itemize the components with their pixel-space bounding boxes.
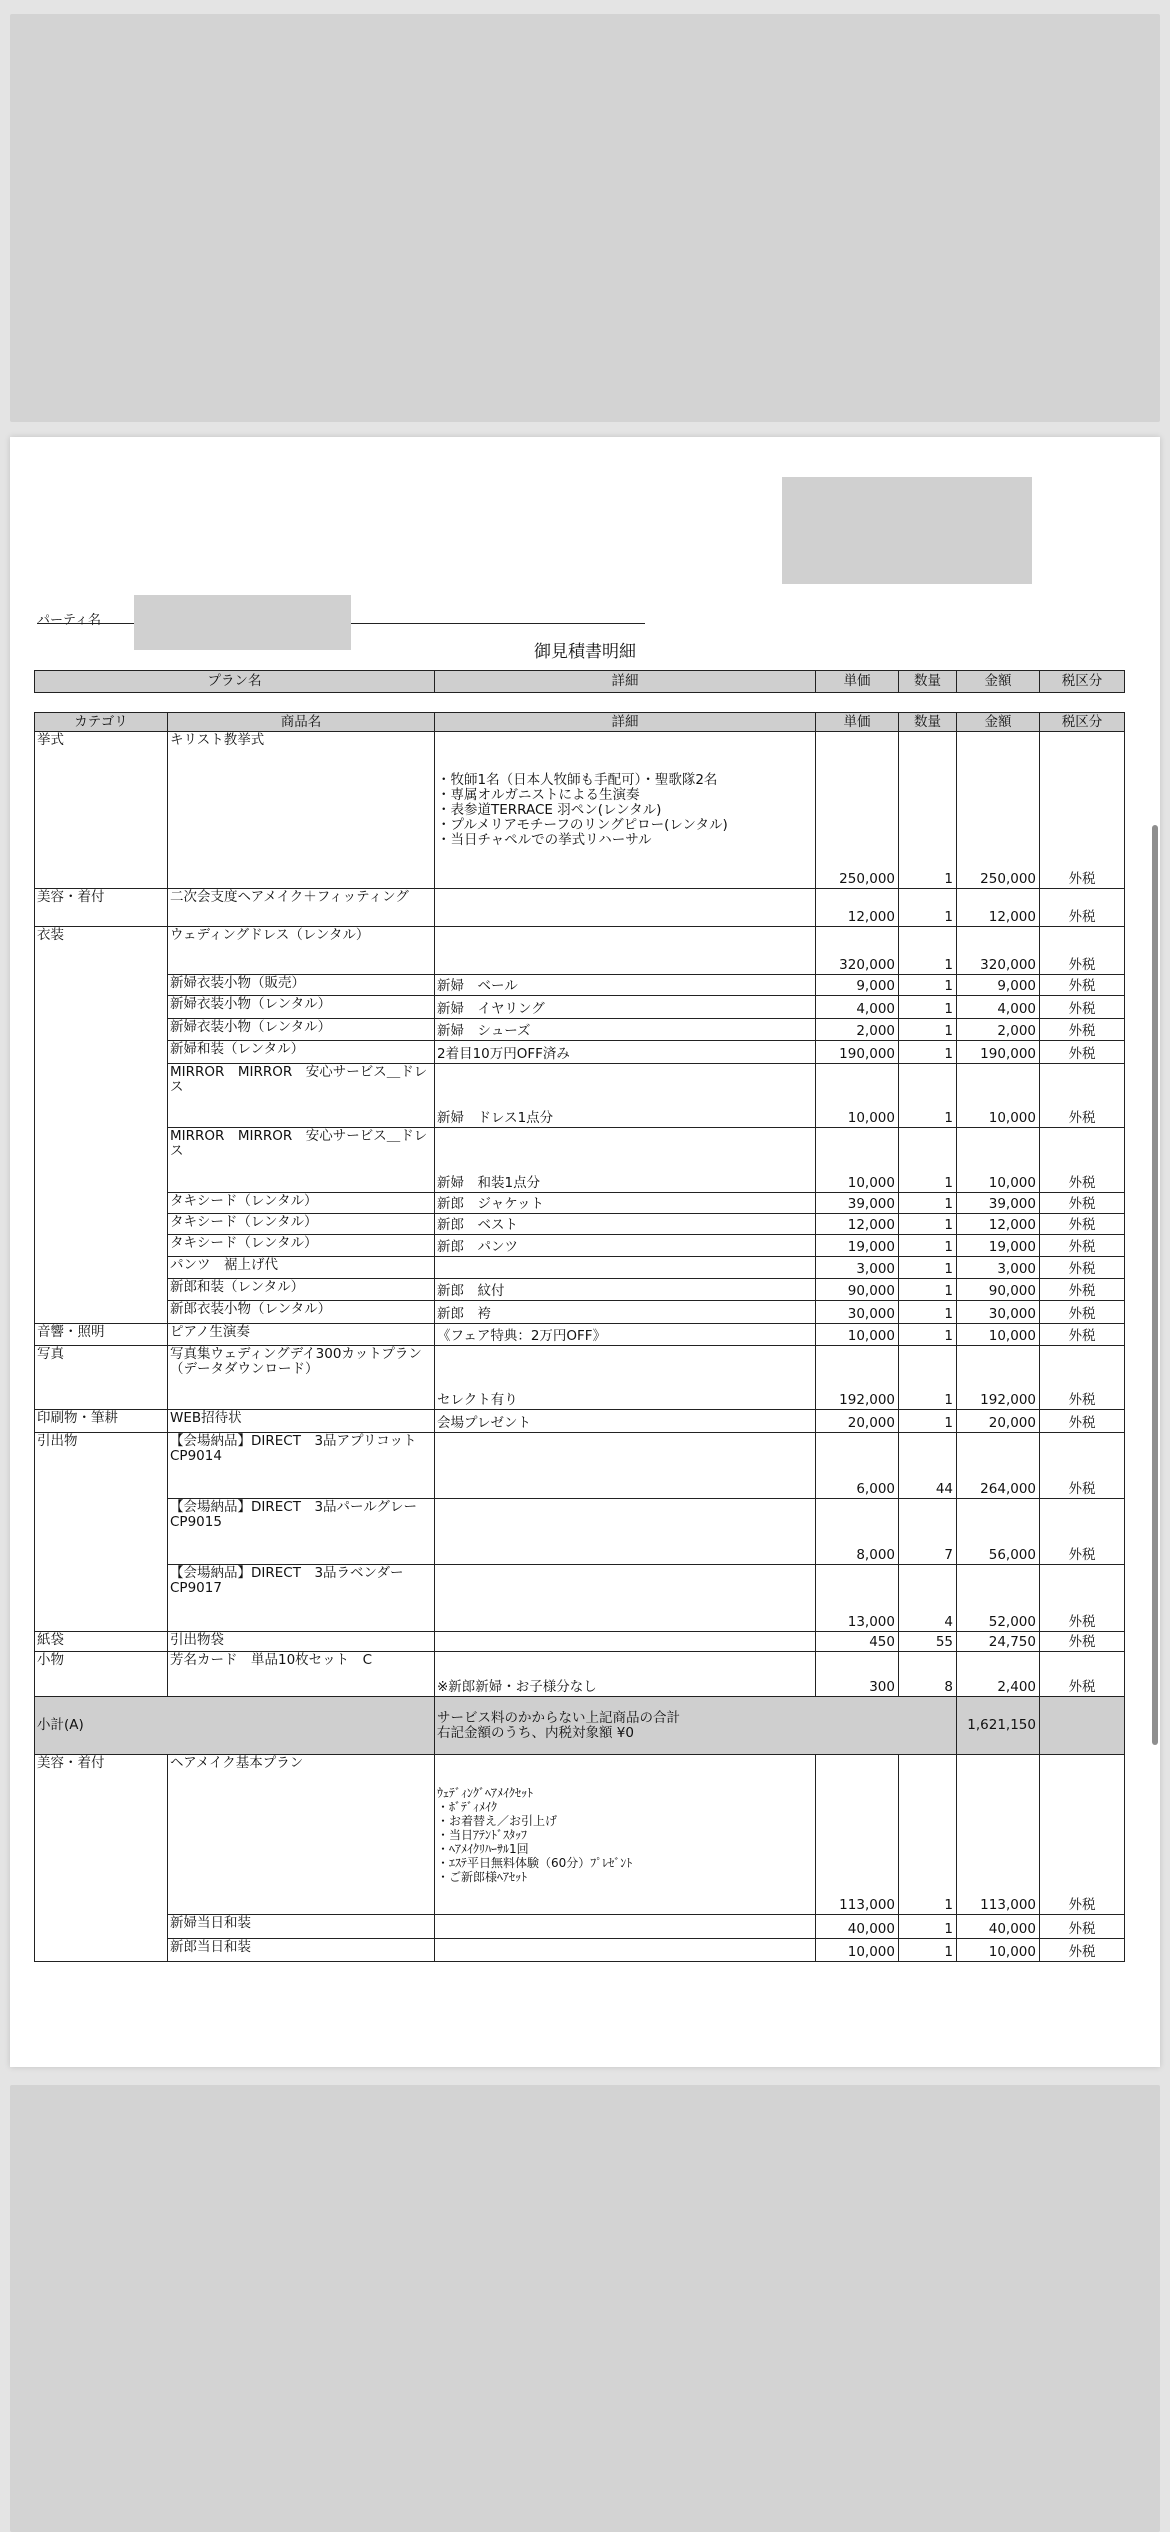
amount-cell: 52,000 [957, 1565, 1040, 1632]
detail-cell [435, 1565, 816, 1632]
plan-header-cell: 単価 [816, 671, 899, 693]
product-name-cell: 新婦衣装小物（レンタル） [168, 996, 435, 1019]
category-cell: 音響・照明 [35, 1324, 168, 1346]
tax-type-cell: 外税 [1040, 1565, 1125, 1632]
tax-type-cell: 外税 [1040, 1301, 1125, 1324]
tax-type-cell: 外税 [1040, 1499, 1125, 1565]
detail-cell [435, 1915, 816, 1939]
tax-type-cell: 外税 [1040, 1433, 1125, 1499]
unit-price-cell: 10,000 [816, 1128, 899, 1193]
items-header-cell: カテゴリ [35, 713, 168, 732]
product-name-cell: 新婦衣装小物（販売） [168, 975, 435, 996]
amount-cell: 12,000 [957, 889, 1040, 927]
tax-type-cell: 外税 [1040, 732, 1125, 889]
document-title: 御見積書明細 [534, 642, 636, 662]
table-row [35, 1939, 1125, 1962]
detail-cell [435, 1939, 816, 1962]
tax-type-cell: 外税 [1040, 996, 1125, 1019]
unit-price-cell: 39,000 [816, 1193, 899, 1214]
unit-price-cell: 30,000 [816, 1301, 899, 1324]
product-name-cell: タキシード（レンタル） [168, 1214, 435, 1235]
plan-table [34, 670, 1125, 693]
amount-cell: 250,000 [957, 732, 1040, 889]
table-row [35, 1346, 1125, 1410]
detail-cell: ※新郎新婦・お子様分なし [435, 1652, 816, 1697]
quantity-cell: 1 [899, 1128, 957, 1193]
tax-type-cell: 外税 [1040, 1193, 1125, 1214]
quantity-cell: 1 [899, 1257, 957, 1279]
table-row [35, 889, 1125, 927]
table-row [35, 1041, 1125, 1064]
quantity-cell: 44 [899, 1433, 957, 1499]
category-cell: 小物 [35, 1652, 168, 1697]
product-name-cell: タキシード（レンタル） [168, 1235, 435, 1257]
detail-cell: セレクト有り [435, 1346, 816, 1410]
quantity-cell: 1 [899, 1324, 957, 1346]
product-name-cell: パンツ 裾上げ代 [168, 1257, 435, 1279]
detail-cell: 新婦 イヤリング [435, 996, 816, 1019]
detail-cell [435, 1632, 816, 1652]
quantity-cell: 1 [899, 1214, 957, 1235]
unit-price-cell: 300 [816, 1652, 899, 1697]
unit-price-cell: 250,000 [816, 732, 899, 889]
amount-cell: 10,000 [957, 1324, 1040, 1346]
product-name-cell: キリスト教挙式 [168, 732, 435, 889]
table-row [35, 1128, 1125, 1193]
detail-cell [435, 889, 816, 927]
plan-header-row [35, 671, 1125, 693]
product-name-cell: ピアノ生演奏 [168, 1324, 435, 1346]
tax-type-cell: 外税 [1040, 1235, 1125, 1257]
product-name-cell: 新婦当日和装 [168, 1915, 435, 1939]
detail-cell: ・牧師1名（日本人牧師も手配可）・聖歌隊2名 ・専属オルガニストによる生演奏 ・表参道TERRACE 羽ペン(レンタル) ・プルメリアモチーフのリングピロー(レンタル) ・当日チャペルでの挙式リハーサル [435, 732, 816, 889]
amount-cell: 90,000 [957, 1279, 1040, 1301]
table-row [35, 1301, 1125, 1324]
table-row [35, 1499, 1125, 1565]
tax-type-cell: 外税 [1040, 1915, 1125, 1939]
quantity-cell: 1 [899, 1235, 957, 1257]
items-header-cell: 金額 [957, 713, 1040, 732]
tax-type-cell: 外税 [1040, 1346, 1125, 1410]
product-name-cell: 新郎当日和装 [168, 1939, 435, 1962]
table-row [35, 927, 1125, 975]
tax-type-cell: 外税 [1040, 889, 1125, 927]
detail-cell: 《フェア特典：2万円OFF》 [435, 1324, 816, 1346]
quantity-cell: 1 [899, 1193, 957, 1214]
table-row [35, 1324, 1125, 1346]
amount-cell: 2,400 [957, 1652, 1040, 1697]
items-header-cell: 商品名 [168, 713, 435, 732]
unit-price-cell: 2,000 [816, 1019, 899, 1041]
product-name-cell: タキシード（レンタル） [168, 1193, 435, 1214]
detail-cell: 新郎 ジャケット [435, 1193, 816, 1214]
unit-price-cell: 450 [816, 1632, 899, 1652]
table-row [35, 732, 1125, 889]
category-cell: 挙式 [35, 732, 168, 889]
unit-price-cell: 12,000 [816, 889, 899, 927]
tax-type-cell: 外税 [1040, 1064, 1125, 1128]
tax-type-cell: 外税 [1040, 1041, 1125, 1064]
quantity-cell: 1 [899, 732, 957, 889]
category-cell: 印刷物・筆耕 [35, 1410, 168, 1433]
quantity-cell: 1 [899, 1755, 957, 1915]
table-row [35, 1652, 1125, 1697]
unit-price-cell: 6,000 [816, 1433, 899, 1499]
redacted-box [782, 477, 1032, 584]
unit-price-cell: 192,000 [816, 1346, 899, 1410]
product-name-cell: WEB招待状 [168, 1410, 435, 1433]
scrollbar[interactable] [1152, 825, 1158, 1745]
tax-type-cell: 外税 [1040, 927, 1125, 975]
detail-cell: 新婦 和装1点分 [435, 1128, 816, 1193]
detail-cell [435, 1499, 816, 1565]
unit-price-cell: 40,000 [816, 1915, 899, 1939]
table-row [35, 1064, 1125, 1128]
table-row [35, 1565, 1125, 1632]
estimate-document [10, 437, 1160, 2067]
detail-cell: 新郎 紋付 [435, 1279, 816, 1301]
unit-price-cell: 8,000 [816, 1499, 899, 1565]
unit-price-cell: 19,000 [816, 1235, 899, 1257]
quantity-cell: 1 [899, 1301, 957, 1324]
items-header-cell: 単価 [816, 713, 899, 732]
table-row [35, 1235, 1125, 1257]
category-cell: 衣装 [35, 927, 168, 1324]
items-header-cell: 税区分 [1040, 713, 1125, 732]
amount-cell: 12,000 [957, 1214, 1040, 1235]
product-name-cell: 写真集ウェディングデイ300カットプラン（データダウンロード） [168, 1346, 435, 1410]
plan-header-cell: 金額 [957, 671, 1040, 693]
table-row [35, 1433, 1125, 1499]
product-name-cell: 引出物袋 [168, 1632, 435, 1652]
tax-type-cell: 外税 [1040, 1214, 1125, 1235]
tax-type-cell: 外税 [1040, 1128, 1125, 1193]
items-header-cell: 数量 [899, 713, 957, 732]
table-row [35, 1279, 1125, 1301]
amount-cell: 192,000 [957, 1346, 1040, 1410]
table-row [35, 1410, 1125, 1433]
table-row [35, 1257, 1125, 1279]
unit-price-cell: 320,000 [816, 927, 899, 975]
items-header-cell: 詳細 [435, 713, 816, 732]
detail-cell [435, 1257, 816, 1279]
category-cell: 写真 [35, 1346, 168, 1410]
items-header-row [35, 713, 1125, 732]
quantity-cell: 1 [899, 1279, 957, 1301]
amount-cell: 4,000 [957, 996, 1040, 1019]
detail-cell: 新婦 ベール [435, 975, 816, 996]
unit-price-cell: 13,000 [816, 1565, 899, 1632]
quantity-cell: 1 [899, 1064, 957, 1128]
amount-cell: 320,000 [957, 927, 1040, 975]
table-row [35, 996, 1125, 1019]
product-name-cell: 【会場納品】DIRECT 3品ラベンダーCP9017 [168, 1565, 435, 1632]
product-name-cell: 【会場納品】DIRECT 3品パールグレーCP9015 [168, 1499, 435, 1565]
category-cell: 美容・着付 [35, 1755, 168, 1962]
product-name-cell: 新婦衣装小物（レンタル） [168, 1019, 435, 1041]
table-row [35, 975, 1125, 996]
redacted-top-area [10, 14, 1160, 422]
subtotal-amount: 1,621,150 [957, 1697, 1040, 1755]
product-name-cell: ウェディングドレス（レンタル） [168, 927, 435, 975]
product-name-cell: 新郎衣装小物（レンタル） [168, 1301, 435, 1324]
detail-cell: ｳｪﾃﾞｨﾝｸﾞﾍｱﾒｲｸｾｯﾄ ・ﾎﾞﾃﾞｨﾒｲｸ ・お着替え／お引上げ ・当日ｱﾃﾝﾄﾞｽﾀｯﾌ ・ﾍｱﾒｲｸﾘﾊｰｻﾙ1回 ・ｴｽﾃ平日無料体験（60分）ﾌﾟﾚｾﾞﾝﾄ ・ご新郎様ﾍｱｾｯﾄ [435, 1755, 816, 1915]
table-row [35, 1915, 1125, 1939]
tax-type-cell: 外税 [1040, 1257, 1125, 1279]
amount-cell: 19,000 [957, 1235, 1040, 1257]
detail-cell [435, 1433, 816, 1499]
amount-cell: 3,000 [957, 1257, 1040, 1279]
tax-type-cell: 外税 [1040, 1632, 1125, 1652]
detail-cell: 新郎 パンツ [435, 1235, 816, 1257]
product-name-cell: 新婦和装（レンタル） [168, 1041, 435, 1064]
quantity-cell: 1 [899, 1346, 957, 1410]
product-name-cell: MIRROR MIRROR 安心サービス＿ドレス [168, 1064, 435, 1128]
table-row [35, 1755, 1125, 1915]
unit-price-cell: 190,000 [816, 1041, 899, 1064]
plan-header-cell: 詳細 [435, 671, 816, 693]
amount-cell: 10,000 [957, 1128, 1040, 1193]
redacted-bottom-area [10, 2085, 1160, 2532]
unit-price-cell: 20,000 [816, 1410, 899, 1433]
plan-header-cell: 数量 [899, 671, 957, 693]
tax-type-cell: 外税 [1040, 1324, 1125, 1346]
quantity-cell: 1 [899, 975, 957, 996]
detail-cell: 新婦 シューズ [435, 1019, 816, 1041]
amount-cell: 24,750 [957, 1632, 1040, 1652]
amount-cell: 10,000 [957, 1939, 1040, 1962]
unit-price-cell: 4,000 [816, 996, 899, 1019]
tax-type-cell: 外税 [1040, 1019, 1125, 1041]
table-row [35, 1019, 1125, 1041]
quantity-cell: 1 [899, 1410, 957, 1433]
amount-cell: 39,000 [957, 1193, 1040, 1214]
category-cell: 美容・着付 [35, 889, 168, 927]
category-cell: 引出物 [35, 1433, 168, 1632]
quantity-cell: 55 [899, 1632, 957, 1652]
unit-price-cell: 10,000 [816, 1064, 899, 1128]
unit-price-cell: 10,000 [816, 1939, 899, 1962]
quantity-cell: 1 [899, 889, 957, 927]
quantity-cell: 8 [899, 1652, 957, 1697]
tax-type-cell: 外税 [1040, 1279, 1125, 1301]
amount-cell: 56,000 [957, 1499, 1040, 1565]
subtotal-row [35, 1697, 1125, 1755]
product-name-cell: ヘアメイク基本プラン [168, 1755, 435, 1915]
unit-price-cell: 12,000 [816, 1214, 899, 1235]
unit-price-cell: 3,000 [816, 1257, 899, 1279]
tax-type-cell: 外税 [1040, 1939, 1125, 1962]
quantity-cell: 1 [899, 1041, 957, 1064]
amount-cell: 40,000 [957, 1915, 1040, 1939]
items-body [35, 713, 1125, 1962]
detail-cell [435, 927, 816, 975]
product-name-cell: 新郎和装（レンタル） [168, 1279, 435, 1301]
category-cell: 紙袋 [35, 1632, 168, 1652]
table-row [35, 1214, 1125, 1235]
quantity-cell: 1 [899, 1019, 957, 1041]
items-table [34, 712, 1125, 1962]
subtotal-label: 小計(A) [35, 1697, 435, 1755]
tax-type-cell: 外税 [1040, 1755, 1125, 1915]
amount-cell: 190,000 [957, 1041, 1040, 1064]
detail-cell: 新郎 ベスト [435, 1214, 816, 1235]
tax-type-cell: 外税 [1040, 1652, 1125, 1697]
product-name-cell: MIRROR MIRROR 安心サービス＿ドレス [168, 1128, 435, 1193]
amount-cell: 264,000 [957, 1433, 1040, 1499]
product-name-cell: 【会場納品】DIRECT 3品アプリコットCP9014 [168, 1433, 435, 1499]
quantity-cell: 7 [899, 1499, 957, 1565]
amount-cell: 9,000 [957, 975, 1040, 996]
amount-cell: 20,000 [957, 1410, 1040, 1433]
unit-price-cell: 10,000 [816, 1324, 899, 1346]
detail-cell: 新婦 ドレス1点分 [435, 1064, 816, 1128]
detail-cell: 新郎 袴 [435, 1301, 816, 1324]
table-row [35, 1632, 1125, 1652]
product-name-cell: 芳名カード 単品10枚セット C [168, 1652, 435, 1697]
quantity-cell: 1 [899, 927, 957, 975]
subtotal-empty-cell [1040, 1697, 1125, 1755]
plan-header-cell: プラン名 [35, 671, 435, 693]
amount-cell: 2,000 [957, 1019, 1040, 1041]
party-name-label: パーティ名 [37, 613, 101, 628]
tax-type-cell: 外税 [1040, 1410, 1125, 1433]
amount-cell: 113,000 [957, 1755, 1040, 1915]
unit-price-cell: 9,000 [816, 975, 899, 996]
subtotal-note: サービス料のかからない上記商品の合計 右記金額のうち、内税対象額 ¥0 [435, 1697, 957, 1755]
quantity-cell: 1 [899, 1939, 957, 1962]
amount-cell: 30,000 [957, 1301, 1040, 1324]
detail-cell: 会場プレゼント [435, 1410, 816, 1433]
tax-type-cell: 外税 [1040, 975, 1125, 996]
plan-header-cell: 税区分 [1040, 671, 1125, 693]
unit-price-cell: 90,000 [816, 1279, 899, 1301]
quantity-cell: 4 [899, 1565, 957, 1632]
detail-cell: 2着目10万円OFF済み [435, 1041, 816, 1064]
quantity-cell: 1 [899, 996, 957, 1019]
amount-cell: 10,000 [957, 1064, 1040, 1128]
product-name-cell: 二次会支度ヘアメイク＋フィッティング [168, 889, 435, 927]
table-row [35, 1193, 1125, 1214]
quantity-cell: 1 [899, 1915, 957, 1939]
unit-price-cell: 113,000 [816, 1755, 899, 1915]
